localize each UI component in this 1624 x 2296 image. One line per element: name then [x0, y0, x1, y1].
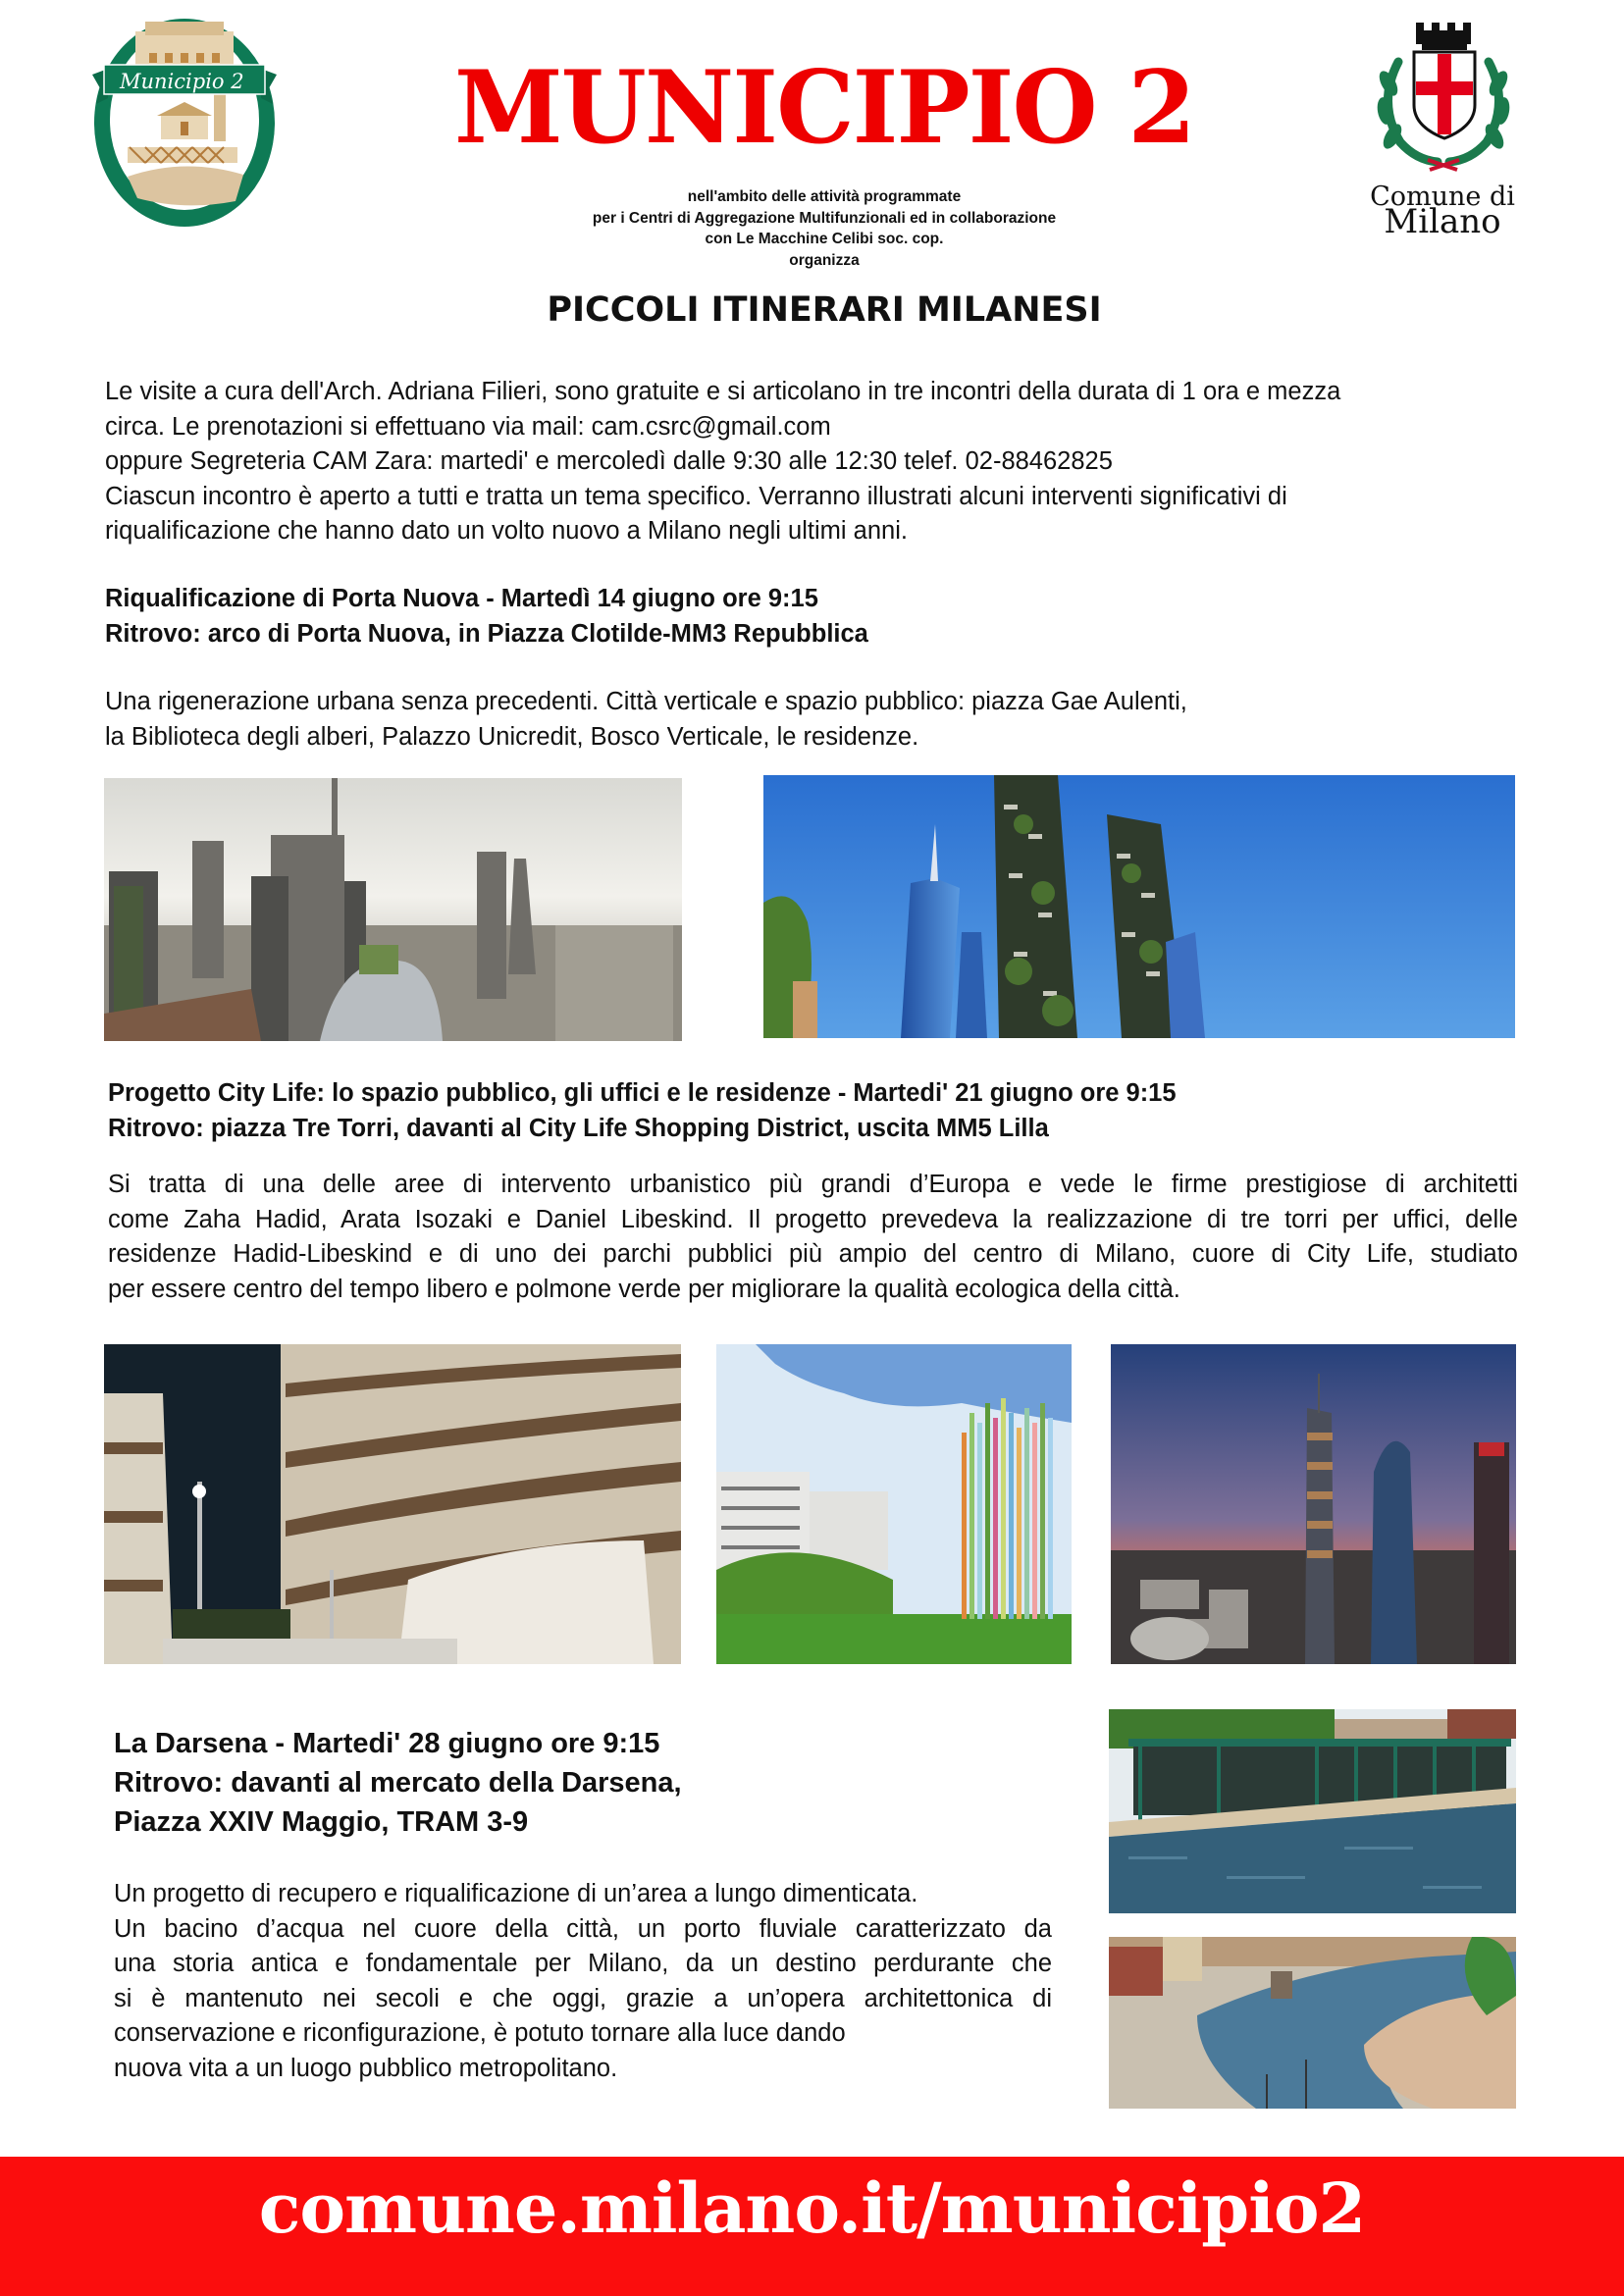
section-heading-line: Ritrovo: piazza Tre Torri, davanti al City Life Shopping District, uscita MM5 Lilla: [108, 1114, 1049, 1142]
section-darsena-heading: [114, 1724, 801, 1842]
subtitle-line: per i Centri di Aggregazione Multifunzionali ed in collaborazione: [592, 209, 1057, 227]
section-description-line: conservazione e riconfigurazione, è potuto tornare alla luce dando: [114, 2019, 846, 2047]
photo-bosco-verticale: [763, 775, 1515, 1038]
photo-porta-nuova-skyline: [104, 778, 682, 1041]
section-city-life-description: [108, 1168, 1518, 1307]
section-heading-line: Progetto City Life: lo spazio pubblico, gli uffici e le residenze - Martedi' 21 giugno ore 9:15: [108, 1079, 1177, 1107]
intro-line: oppure Segreteria CAM Zara: martedi' e mercoledì dalle 9:30 alle 12:30 telef. 02-88462825: [105, 447, 1113, 475]
comune-di-milano-logo: [1359, 15, 1526, 235]
photo-city-life-park: [716, 1344, 1072, 1664]
logo-right-line-1: Comune di: [1370, 182, 1515, 212]
intro-line: circa. Le prenotazioni si effettuano via mail: cam.csrc@gmail.com: [105, 412, 831, 441]
intro-line: riqualificazione che hanno dato un volto nuovo a Milano negli ultimi anni.: [105, 517, 908, 545]
section-porta-nuova-heading: [105, 582, 1528, 652]
section-description-line: nuova vita a un luogo pubblico metropolitano.: [114, 2054, 618, 2082]
section-porta-nuova-description: [105, 685, 1528, 755]
photo-darsena-market: [1109, 1709, 1516, 1913]
section-heading-line: La Darsena - Martedi' 28 giugno ore 9:15: [114, 1728, 660, 1759]
section-description-line: la Biblioteca degli alberi, Palazzo Unicredit, Bosco Verticale, le residenze.: [105, 722, 919, 751]
logo-right-line-2: Milano: [1384, 202, 1501, 235]
section-description-line: per essere centro del tempo libero e polmone verde per migliorare la qualità ecologica della città.: [108, 1275, 1180, 1303]
section-heading-line: Riqualificazione di Porta Nuova - Martedì 14 giugno ore 9:15: [105, 585, 818, 612]
municipio-2-logo: [88, 10, 281, 231]
event-title: PICCOLI ITINERARI MILANESI: [547, 290, 1102, 330]
photo-darsena-basin: [1109, 1937, 1516, 2109]
section-description-line: come Zaha Hadid, Arata Isozaki e Daniel Libeskind. Il progetto prevedeva la realizzazione di tre torri per uffici, delle: [108, 1205, 1518, 1233]
section-heading-line: Ritrovo: davanti al mercato della Darsena,: [114, 1767, 682, 1799]
section-description-line: si è mantenuto nei secoli e che oggi, grazie a un’opera architettonica di: [114, 1984, 1052, 2012]
section-heading-line: Ritrovo: arco di Porta Nuova, in Piazza Clotilde-MM3 Repubblica: [105, 619, 868, 648]
subtitle-line: nell'ambito delle attività programmate: [687, 188, 962, 205]
intro-line: Ciascun incontro è aperto a tutti e tratta un tema specifico. Verranno illustrati alcuni interventi significativi di: [105, 482, 1287, 510]
photo-city-life-residences: [104, 1344, 681, 1664]
subtitle-line: organizza: [789, 251, 860, 269]
footer-url-link[interactable]: comune.milano.it/municipio2: [258, 2167, 1366, 2249]
section-description-line: una storia antica e fondamentale per Milano, da un destino perdurante che: [114, 1950, 1052, 1977]
intro-line: Le visite a cura dell'Arch. Adriana Filieri, sono gratuite e si articolano in tre incontri della durata di 1 ora e mezza: [105, 378, 1341, 405]
logo-left-text: Municipio 2: [120, 70, 244, 93]
organizer-subtitle: [422, 186, 1227, 271]
section-description-line: Si tratta di una delle aree di intervento urbanistico più grandi d’Europa e vede le firme prestigiose di architetti: [108, 1171, 1518, 1198]
section-heading-line: Piazza XXIV Maggio, TRAM 3-9: [114, 1806, 529, 1838]
section-city-life-heading: [108, 1076, 1531, 1146]
section-darsena-description: [114, 1877, 1052, 2086]
section-description-line: Una rigenerazione urbana senza precedenti. Città verticale e spazio pubblico: piazza Gae Aulenti,: [105, 688, 1187, 715]
intro-paragraph: [105, 375, 1528, 549]
photo-tre-torri: [1111, 1344, 1516, 1664]
page-title: MUNICIPIO 2: [453, 49, 1195, 167]
section-description-line: Un bacino d’acqua nel cuore della città, un porto fluviale caratterizzato da: [114, 1914, 1052, 1943]
subtitle-line: con Le Macchine Celibi soc. cop.: [705, 231, 944, 247]
section-description-line: Un progetto di recupero e riqualificazione di un’area a lungo dimenticata.: [114, 1880, 918, 1907]
section-description-line: residenze Hadid-Libeskind e di uno dei parchi pubblici più ampio del centro di Milano, cuore di City Life, studiato: [108, 1240, 1518, 1268]
